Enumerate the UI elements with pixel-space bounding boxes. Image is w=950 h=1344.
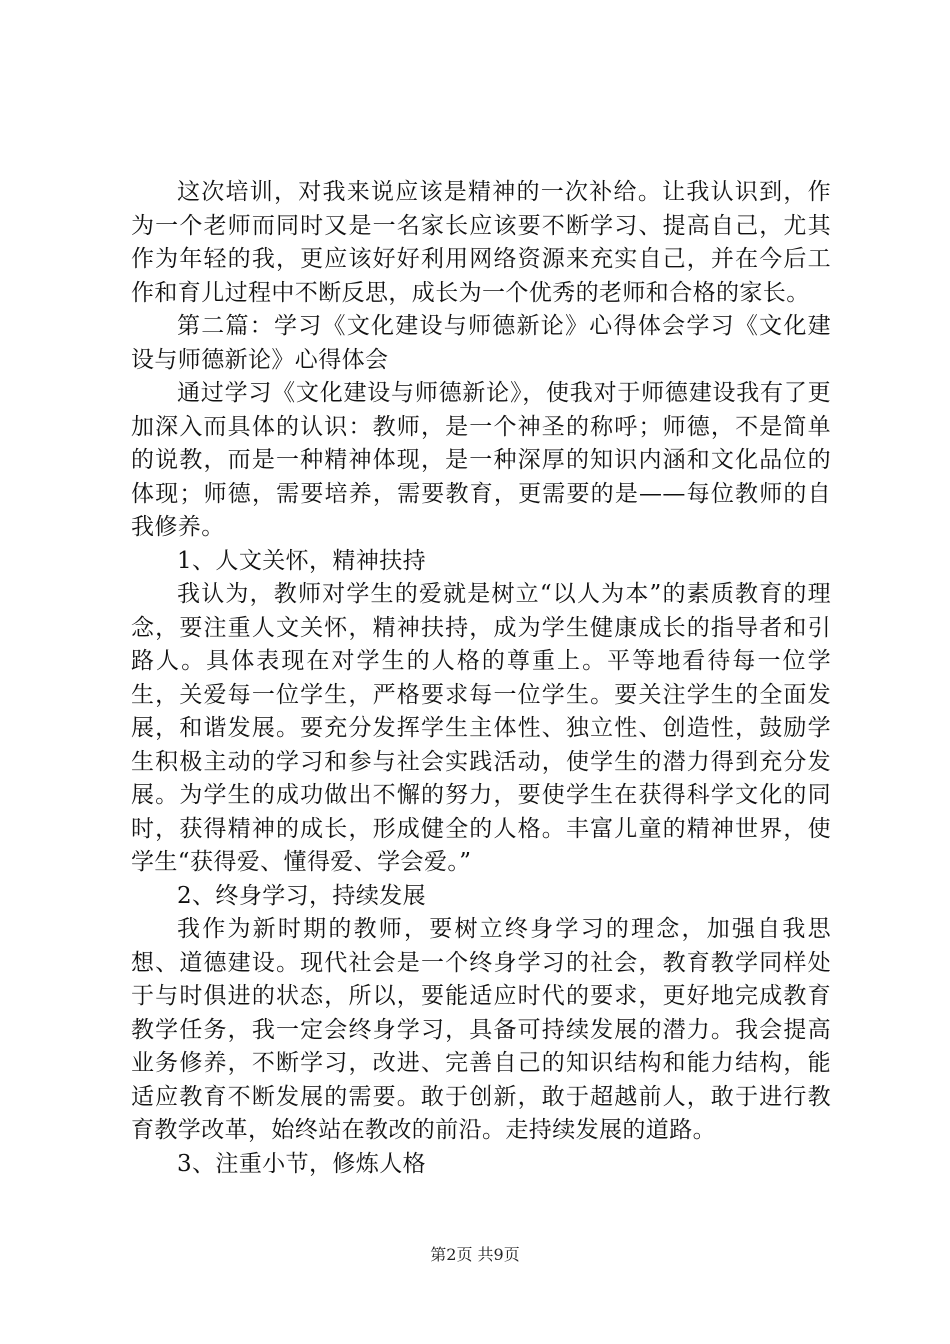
subheading-details-character: 3、注重小节，修炼人格 [177, 1150, 427, 1177]
document-body [131, 176, 831, 1181]
section-heading-part-two: 第二篇：学习《文化建设与师德新论》心得体会学习《文化建设与师德新论》心得体会 [131, 313, 831, 373]
paragraph-lifelong-learning: 我作为新时期的教师，要树立终身学习的理念，加强自我思想、道德建设。现代社会是一个终身学习的社会，教育教学同样处于与时俱进的状态，所以，要能适应时代的要求，更好地完成教育教学任务，我一定会终身学习，具备可持续发展的潜力。我会提高业务修养，不断学习，改进、完善自己的知识结构和能力结构，能适应教育不断发展的需要。敢于创新，敢于超越前人，敢于进行教育教学改革，始终站在教改的前沿。走持续发展的道路。 [131, 916, 831, 1143]
paragraph-study-reflection: 通过学习《文化建设与师德新论》，使我对于师德建设我有了更加深入而具体的认识：教师，是一个神圣的称呼；师德，不是简单的说教，而是一种精神体现，是一种深厚的知识内涵和文化品位的体现；师德，需要培养，需要教育，更需要的是——每位教师的自我修养。 [131, 380, 831, 540]
subheading-lifelong-learning: 2、终身学习，持续发展 [177, 882, 427, 909]
subheading-humanistic-care: 1、人文关怀，精神扶持 [177, 547, 427, 574]
page-number-footer: 第2页 共9页 [430, 1245, 520, 1264]
paragraph-humanistic-care: 我认为，教师对学生的爱就是树立“以人为本”的素质教育的理念，要注重人文关怀，精神扶持，成为学生健康成长的指导者和引路人。具体表现在对学生的人格的尊重上。平等地看待每一位学生，关爱每一位学生，严格要求每一位学生。要关注学生的全面发展，和谐发展。要充分发挥学生主体性、独立性、创造性，鼓励学生积极主动的学习和参与社会实践活动，使学生的潜力得到充分发展。为学生的成功做出不懈的努力，要使学生在获得科学文化的同时，获得精神的成长，形成健全的人格。丰富儿童的精神世界，使学生“获得爱、懂得爱、学会爱。” [131, 581, 831, 875]
paragraph-intro-reflection: 这次培训，对我来说应该是精神的一次补给。让我认识到，作为一个老师而同时又是一名家长应该要不断学习、提高自己，尤其作为年轻的我，更应该好好利用网络资源来充实自己，并在今后工作和育儿过程中不断反思，成长为一个优秀的老师和合格的家长。 [131, 179, 831, 306]
